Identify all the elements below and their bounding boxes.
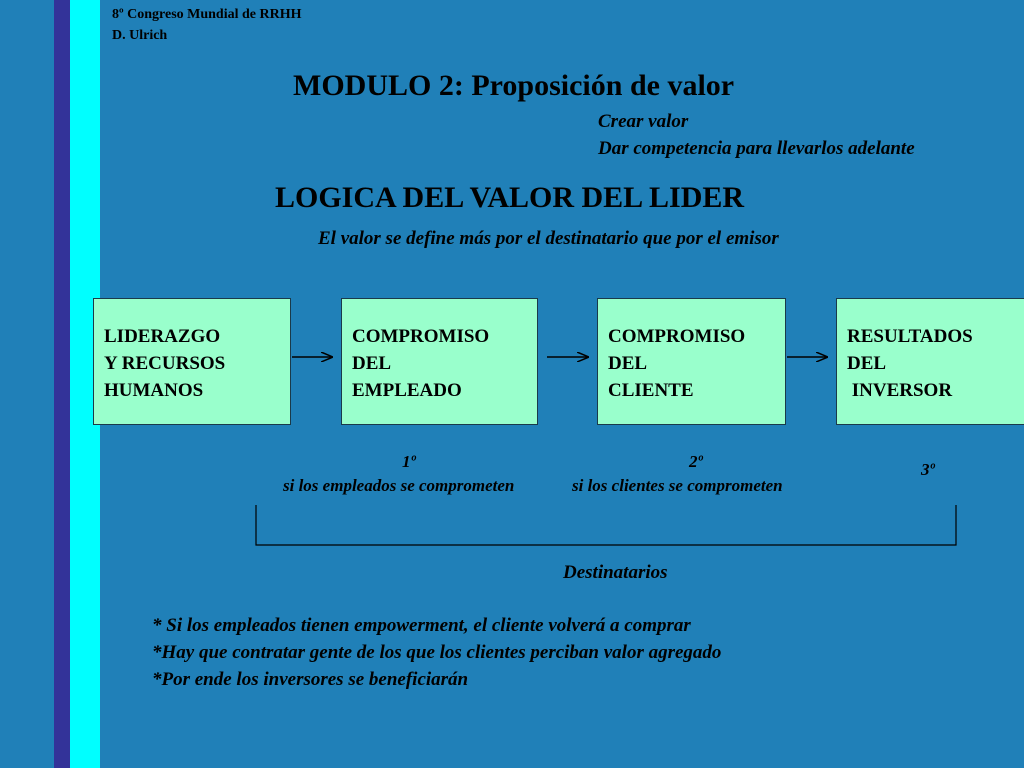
bullet-item: *Por ende los inversores se beneficiarán [152,669,469,690]
box-line: RESULTADOS [847,326,973,347]
ordinal-3: 3º [921,460,935,479]
section-title: LOGICA DEL VALOR DEL LIDER [275,181,745,214]
box-line: HUMANOS [104,380,204,401]
destinatarios-bracket [256,505,956,545]
ordinal-1: 1º [402,452,416,471]
box-line: DEL [847,353,887,374]
section-subtitle: El valor se define más por el destinatario que por el emisor [318,228,779,249]
ordinal-1-caption: si los empleados se comprometen [283,476,515,495]
module-subtitle-2: Dar competencia para llevarlos adelante [598,138,915,159]
box-line: EMPLEADO [352,380,462,401]
ordinal-2-caption: si los clientes se comprometen [572,476,783,495]
box-line: LIDERAZGO [104,326,221,347]
header-author: D. Ulrich [112,28,168,43]
module-subtitle-1: Crear valor [598,111,689,132]
box-line: COMPROMISO [352,326,490,347]
bullet-item: * Si los empleados tienen empowerment, el cliente volverá a comprar [152,615,691,636]
box-line: DEL [352,353,392,374]
module-title: MODULO 2: Proposición de valor [293,69,735,102]
bullet-item: *Hay que contratar gente de los que los clientes perciban valor agregado [152,642,722,663]
bullet-list [152,612,721,693]
box-line: COMPROMISO [608,326,746,347]
box-line: CLIENTE [608,380,694,401]
bracket-label: Destinatarios [563,562,668,583]
box-line: INVERSOR [847,380,953,401]
header-congress: 8º Congreso Mundial de RRHH [112,7,302,22]
box-line: Y RECURSOS [104,353,226,374]
box-line: DEL [608,353,648,374]
ordinal-2: 2º [689,452,703,471]
